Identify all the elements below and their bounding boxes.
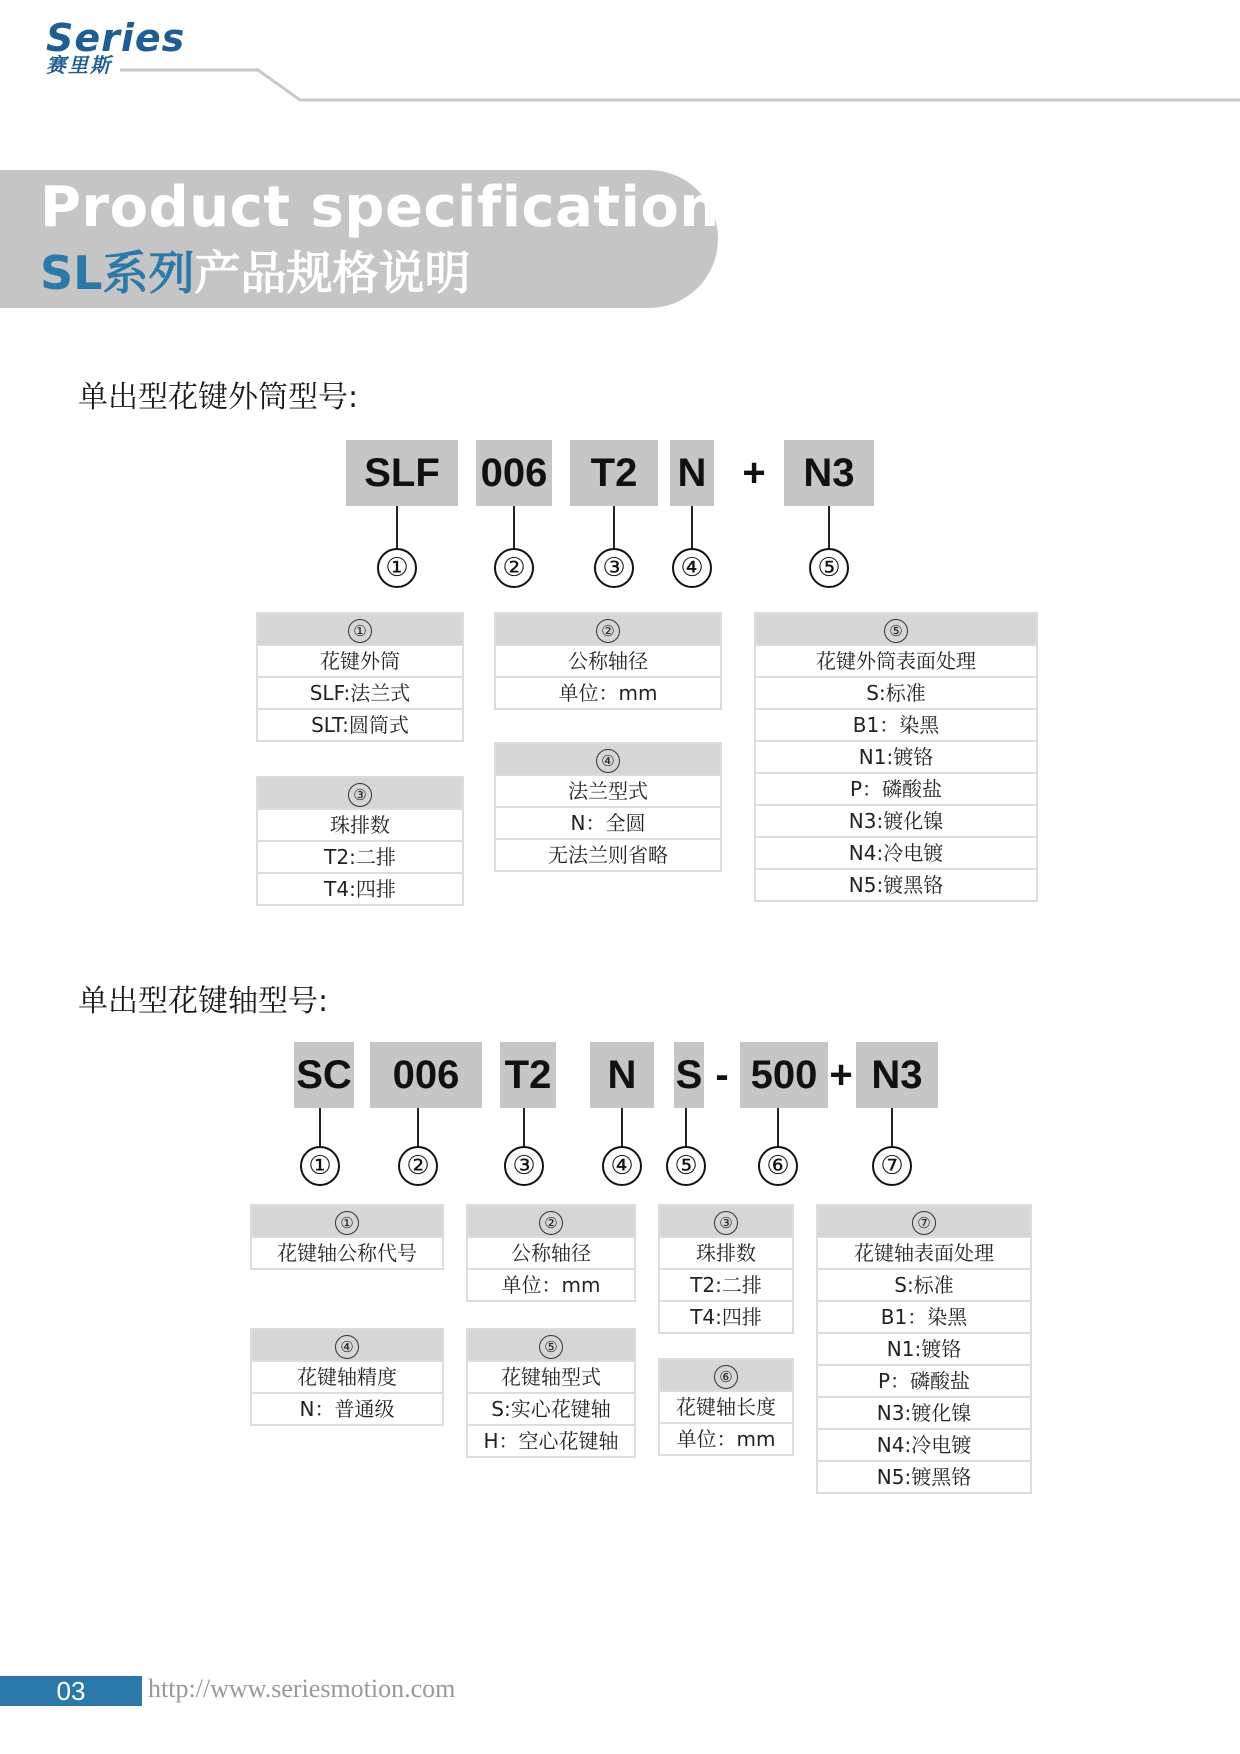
marker-1: ①: [377, 548, 417, 588]
spec-table-flange-type: [494, 742, 722, 872]
table-header: ③: [660, 1206, 792, 1236]
table-header: ①: [252, 1206, 442, 1236]
table-row: B1：染黑: [756, 708, 1036, 740]
table-row: B1：染黑: [818, 1300, 1030, 1332]
table-header: ⑥: [660, 1360, 792, 1390]
table-header: ⑦: [818, 1206, 1030, 1236]
connector-line: [613, 506, 615, 550]
code-sc: SC: [294, 1042, 354, 1108]
code-dash: -: [715, 1053, 729, 1097]
banner-title-cn: [40, 245, 470, 301]
table-row: N5:镀黑铬: [818, 1460, 1030, 1492]
code-plus: +: [742, 451, 766, 495]
connector-line: [777, 1108, 779, 1148]
table-row: SLF:法兰式: [258, 676, 462, 708]
marker-3: ③: [594, 548, 634, 588]
table-header: ④: [496, 744, 720, 774]
code-slf: SLF: [346, 440, 458, 506]
spec-table-shaft-diameter: [494, 612, 722, 710]
connector-line: [891, 1108, 893, 1148]
table-row: 花键外筒: [258, 644, 462, 676]
table-row: T4:四排: [660, 1300, 792, 1332]
spec-table-shaft-code: [250, 1204, 444, 1270]
table-row: N5:镀黑铬: [756, 868, 1036, 900]
table-row: T2:二排: [258, 840, 462, 872]
marker-5: ⑤: [666, 1146, 706, 1186]
table-row: P：磷酸盐: [818, 1364, 1030, 1396]
connector-line: [513, 506, 515, 550]
connector-line: [691, 506, 693, 550]
spec-table-ball-rows: [256, 776, 464, 906]
table-row: N4:冷电镀: [756, 836, 1036, 868]
connector-line: [417, 1108, 419, 1148]
table-row: N1:镀铬: [756, 740, 1036, 772]
table-row: SLT:圆筒式: [258, 708, 462, 740]
table-row: N：普通级: [252, 1392, 442, 1424]
spec-table-shaft-diameter: [466, 1204, 636, 1302]
logo-en: Series: [46, 16, 186, 60]
connector-line: [523, 1108, 525, 1148]
spec-table-shaft-length: [658, 1358, 794, 1456]
marker-4: ④: [602, 1146, 642, 1186]
table-row: P：磷酸盐: [756, 772, 1036, 804]
table-row: T2:二排: [660, 1268, 792, 1300]
connector-line: [396, 506, 398, 550]
connector-line: [685, 1108, 687, 1148]
spec-table-outer-surface: [754, 612, 1038, 902]
marker-5: ⑤: [809, 548, 849, 588]
table-row: 公称轴径: [468, 1236, 634, 1268]
table-row: 花键轴表面处理: [818, 1236, 1030, 1268]
table-row: N1:镀铬: [818, 1332, 1030, 1364]
table-row: 花键轴公称代号: [252, 1236, 442, 1268]
code-s: S: [674, 1042, 704, 1108]
table-row: 花键外筒表面处理: [756, 644, 1036, 676]
banner-title-en: Product specifications: [40, 175, 754, 240]
website-link[interactable]: http://www.seriesmotion.com: [148, 1674, 456, 1703]
code-n: N: [670, 440, 714, 506]
code-500: 500: [740, 1042, 828, 1108]
table-row: S:实心花键轴: [468, 1392, 634, 1424]
table-row: 单位：mm: [468, 1268, 634, 1300]
spec-table-outer-type: [256, 612, 464, 742]
table-row: S:标准: [756, 676, 1036, 708]
marker-2: ②: [398, 1146, 438, 1186]
banner-title-cn-desc: 产品规格说明: [194, 246, 471, 300]
marker-3: ③: [504, 1146, 544, 1186]
connector-line: [621, 1108, 623, 1148]
table-row: N4:冷电镀: [818, 1428, 1030, 1460]
code-006: 006: [370, 1042, 482, 1108]
table-row: 单位：mm: [496, 676, 720, 708]
table-row: H：空心花键轴: [468, 1424, 634, 1456]
marker-4: ④: [672, 548, 712, 588]
spec-table-shaft-surface: [816, 1204, 1032, 1494]
header-divider: [0, 60, 1240, 110]
code-plus: +: [829, 1053, 853, 1097]
spec-table-ball-rows: [658, 1204, 794, 1334]
spec-table-shaft-type: [466, 1328, 636, 1458]
table-row: 花键轴长度: [660, 1390, 792, 1422]
marker-1: ①: [300, 1146, 340, 1186]
table-row: T4:四排: [258, 872, 462, 904]
connector-line: [828, 506, 830, 550]
page-number: 03: [56, 1676, 86, 1706]
marker-6: ⑥: [758, 1146, 798, 1186]
table-header: ②: [496, 614, 720, 644]
table-header: ①: [258, 614, 462, 644]
section1-title: 单出型花键外筒型号:: [78, 380, 359, 415]
table-row: 无法兰则省略: [496, 838, 720, 870]
table-row: N3:镀化镍: [818, 1396, 1030, 1428]
table-header: ②: [468, 1206, 634, 1236]
table-row: S:标准: [818, 1268, 1030, 1300]
code-n: N: [590, 1042, 654, 1108]
table-header: ④: [252, 1330, 442, 1360]
table-row: 单位：mm: [660, 1422, 792, 1454]
table-row: 珠排数: [258, 808, 462, 840]
connector-line: [319, 1108, 321, 1148]
section2-title: 单出型花键轴型号:: [78, 984, 329, 1019]
table-row: N3:镀化镍: [756, 804, 1036, 836]
code-n3: N3: [784, 440, 874, 506]
table-row: 花键轴精度: [252, 1360, 442, 1392]
table-row: 公称轴径: [496, 644, 720, 676]
table-row: N：全圆: [496, 806, 720, 838]
code-006: 006: [476, 440, 552, 506]
table-header: ③: [258, 778, 462, 808]
marker-2: ②: [494, 548, 534, 588]
logo-cn: 赛里斯: [46, 53, 112, 77]
code-n3: N3: [856, 1042, 938, 1108]
banner-title-cn-series: SL系列: [40, 246, 195, 300]
code-t2: T2: [500, 1042, 556, 1108]
spec-table-shaft-precision: [250, 1328, 444, 1426]
table-row: 法兰型式: [496, 774, 720, 806]
table-header: ⑤: [468, 1330, 634, 1360]
marker-7: ⑦: [872, 1146, 912, 1186]
table-header: ⑤: [756, 614, 1036, 644]
table-row: 珠排数: [660, 1236, 792, 1268]
table-row: 花键轴型式: [468, 1360, 634, 1392]
code-t2: T2: [570, 440, 658, 506]
